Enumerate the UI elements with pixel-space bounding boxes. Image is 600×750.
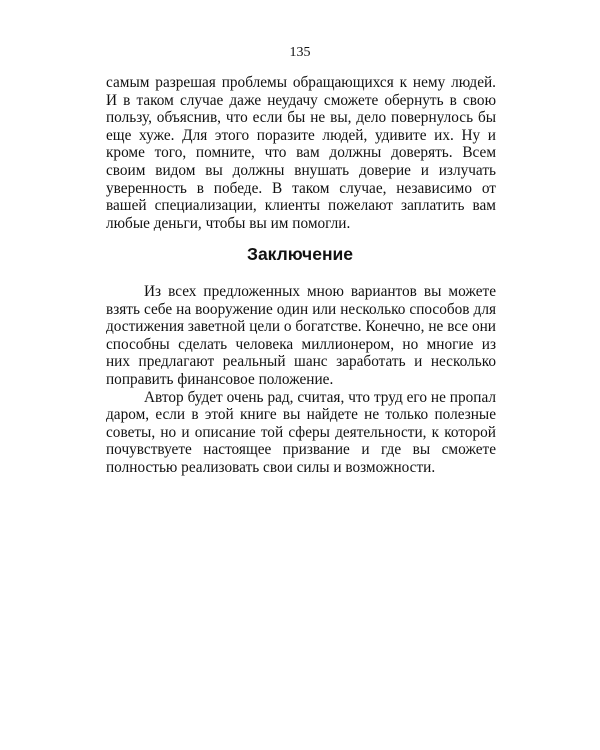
page-number: 135 bbox=[289, 45, 311, 60]
conclusion-text-block bbox=[106, 283, 496, 477]
continued-text-block bbox=[106, 74, 496, 232]
conclusion-paragraph-1: Из всех предложенных мною вариантов вы можете взять себе на вооружение один или несколько способов для достижения заветной цели о богатстве. Конечно, не все они способны сделать человека миллионером, но многие из них предлагают реальный шанс заработать и несколько поправить финансовое положение. bbox=[106, 283, 496, 388]
continued-paragraph: самым разрешая проблемы обращающихся к нему людей. И в таком случае даже неудачу сможете обернуть в свою пользу, объяснив, что если бы не вы, дело повернулось бы еще хуже. Для этого поразите людей, удивите их. Ну и кроме того, помните, что вам должны доверять. Всем своим видом вы должны внушать доверие и излучать уверенность в победе. В таком случае, независимо от вашей специализации, клиенты пожелают заплатить вам любые деньги, чтобы вы им помогли. bbox=[106, 74, 496, 232]
conclusion-paragraph-2: Автор будет очень рад, считая, что труд его не пропал даром, если в этой книге вы найдете не только полезные советы, но и описание той сферы деятельности, к которой почувствуете настоящее призвание и где вы сможете полностью реализовать свои силы и возможности. bbox=[106, 388, 496, 476]
section-heading: Заключение bbox=[246, 244, 354, 264]
